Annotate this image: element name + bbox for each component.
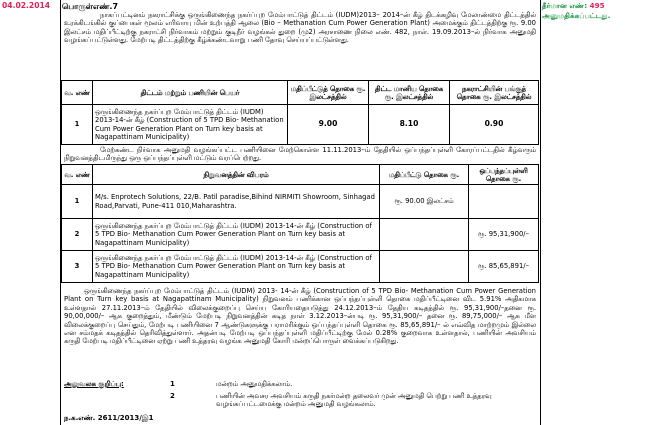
row-detail: M/s. Enprotech Solutions, 22/B. Patil paradise,Bihind NIRMITI Showroom, Sinhagad Road,Parvati, Pune-411 010,Maharashtra.: [93, 185, 380, 219]
col-sno: வ. எண்: [62, 81, 93, 105]
row-sno: 2: [62, 219, 93, 251]
col-grant: திட்ட மானிய தொகை ரூ. இலட்சத்தில்: [369, 81, 450, 105]
row-estimate: [380, 219, 469, 251]
tender-paragraph: மேற்கண்ட நிர்வாக அனுமதி வழங்கப்பட்ட பணியினை மேற்கொள்ள 11.11.2013–ம் தேதியில் ஒப்பந்தப்புள்ளி கோரப்பட்டதில் கீழ்வரும் நிறுவனத்திடமிருந்து ஒரு ஒப்பந்தப்புள்ளி மட்டும் வரப்பெற்றது.: [64, 146, 536, 163]
col-share: நகராட்சியின் பங்குத் தொகை ரூ. இலட்சத்தில்: [450, 81, 539, 105]
row-work: ஒருங்கிணைந்த நகர்ப்புற மேம்பாட்டுத் திட்டம் (IUDM) 2013-14-ன் கீழ் (Construction of 5 TPD Bio- Methanation Cum Power Generation Plant on Turn key basis at Nagapattinam Municipality): [93, 105, 288, 145]
note-text: மன்றம் அனுமதிக்கலாம்.: [216, 380, 293, 388]
col-work: திட்டம் மற்றும் பணியின் பெயர்: [93, 81, 288, 105]
col-sno: வ. எண்: [62, 165, 93, 185]
subject-heading: பொருள்எண்.7: [62, 2, 119, 11]
col-quote: ஒப்பந்தப்புள்ளி தொகை ரூ.: [469, 165, 539, 185]
row-sno: 1: [62, 105, 93, 145]
table-row: [62, 105, 539, 145]
estimate-table: [61, 80, 539, 145]
body-paragraph: ஒருங்கிணைந்த நகர்ப்புற மேம்பாட்டுத் திட்டம் (IUDM) 2013- 14-ன் கீழ் (Construction of 5 TPD Bio- Methanation Cum Power Generation Plant on Turn key basis at Nagapattinam Municipality) நிறுவனம் பணிக்கான ஒப்பந்தப்புள்ளி தொகை மதிப்பீட்டினை விட 5.91% அதிகமாக உள்ளதால் 27.11.2013–ம் தேதியில் விலைக்குறைப்பு செய்ய கோரியதையடுத்து 24.12.2013–ம் தேதிய கடிதத்தில் ரூ. 95,31,900/–தனை ரூ. 90,00,000/– ஆக குறைத்தும், மீண்டும் மேற்படி நிறுவனத்தின் கடித நாள் 3.12.2013–ன்படி ரூ. 95,31,900/– தனை ரூ. 89,75,000/– ஆக மீள விலைக்குறைப்பு செய்தும், மேற்படி பணியினை 7 ஆண்டுகளுக்கு பராமரிக்கும் ஒப்பந்தப்புள்ளி தொகை ரூ. 85,65,891/– ல் எவ்வித மாற்றமும் இல்லை என சம்மதக் கடிதத்தில் தெரிவித்துள்ளார். அதன்படி மேற்படி ஒப்பந்தப்புள்ளி மதிப்பீட்டிற்கு மேல் 0.28% குறைவாக உள்ளதால், பணியின் அவசியம் கருதி மேற்படி மதிப்பீட்டினை ஏற்று பணி உத்தரவு வழங்க அனுமதி கோரி மன்றப்பொருள் வைக்கப்படுகிறது.: [64, 287, 536, 346]
tender-table: [61, 164, 539, 283]
file-reference: ந.க.எண். 2611/2013/இ1: [64, 414, 154, 422]
row-detail: ஒருங்கிணைந்த நகர்ப்புற மேம்பாட்டுத் திட்டம் (IUDM) 2013-14-ன் கீழ் (Construction of 5 TPD Bio- Methanation Cum Power Generation Plant on Turn key basis at Nagapattinam Municipality): [93, 219, 380, 251]
col-detail: நிறுவனத்தின் விபரம்: [93, 165, 380, 185]
resolution-status: அனுமதிக்கப்பட்டது.: [542, 11, 611, 20]
col-estimate: மதிப்பீட்டு தொகை ரூ.: [380, 165, 469, 185]
row-quote: ரூ. 95,31,900/–: [469, 219, 539, 251]
row-share: 0.90: [450, 105, 539, 145]
resolution-number: 495: [589, 1, 605, 10]
resolution-box: [542, 1, 648, 21]
note-text: பணியின் அவசர அவசியம் கருதி நகர்மன்ற தலைவர் முன் அனுமதி பெற்று பணி உத்தரவு வழங்கப்பட்டமைக்கு மன்றம் அனுமதி வழங்கலாம்.: [216, 392, 492, 409]
office-note-label: அலுவலக குறிப்பு:: [64, 380, 124, 388]
note-number: 2: [170, 392, 175, 400]
table-row: [62, 185, 539, 219]
meeting-date: 04.02.2014: [2, 1, 51, 10]
resolution-prefix: தீர்மான எண்:: [542, 1, 588, 10]
intro-paragraph: நாகப்பட்டினம் நகராட்சிக்கு ஒருங்கிணைந்த நகர்ப்புற மேம்பாட்டுத் திட்டம் (IUDM)2013– 2014–ன் கீழ் திடக்கழிவு மேலாண்மை திட்டத்தில் உரக்கிடங்கில் குப்பைகள் மூலம் எரிவாயு மின் உற்பத்தி ஆலை (Bio – Methanation Cum Power Generation Plant) அமைக்கும் திட்டத்திற்கு ரூ. 9.00 இலட்சம் மதிப்பீட்டிற்கு நகராட்சி நிர்வாகம் மற்றும் குடிநீர் வழங்கல் துறை (மு2) அரசாணை நிலை எண். 482, நாள். 19.09.2013–ல் நிர்வாக அனுமதி வழங்கப்பட்டுள்ளது. மேற்படி திட்டத்திற்கு கீழ்க்கண்டவாறு பணி தோவு செய்யப்பட்டுள்ளது.: [64, 11, 536, 45]
row-estimate: [380, 251, 469, 283]
row-estimate: ரூ. 90.00 இலட்சம்: [380, 185, 469, 219]
row-quote: [469, 185, 539, 219]
row-estimate: 9.00: [288, 105, 369, 145]
row-sno: 3: [62, 251, 93, 283]
row-detail: ஒருங்கிணைந்த நகர்ப்புற மேம்பாட்டுத் திட்டம் (IUDM) 2013-14-ன் கீழ் (Construction of 5 TPD Bio- Methanation Cum Power Generation Plant on Turn key basis at Nagapattinam Municipality): [93, 251, 380, 283]
col-estimate: மதிப்பீட்டுத் தொகை ரூ. இலட்சத்தில்: [288, 81, 369, 105]
row-sno: 1: [62, 185, 93, 219]
note-number: 1: [170, 380, 175, 388]
table-row: [62, 251, 539, 283]
row-grant: 8.10: [369, 105, 450, 145]
row-quote: ரூ. 85,65,891/–: [469, 251, 539, 283]
table-row: [62, 219, 539, 251]
